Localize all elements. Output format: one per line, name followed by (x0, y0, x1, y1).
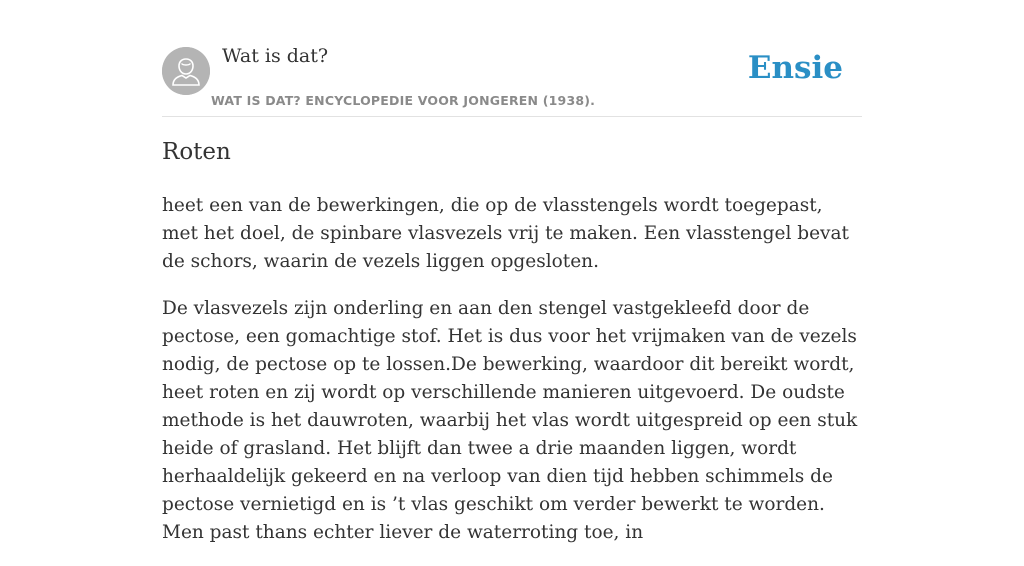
user-avatar-icon[interactable] (162, 47, 210, 95)
source-header (162, 0, 862, 117)
entry-title: Roten (162, 139, 231, 165)
ensie-logo[interactable]: Ensie (747, 50, 843, 86)
source-subtitle[interactable]: WAT IS DAT? ENCYCLOPEDIE VOOR JONGEREN (1938). (211, 93, 596, 108)
entry-content (162, 192, 862, 566)
entry-paragraph: De vlasvezels zijn onderling en aan den stengel vastgekleefd door de pectose, een gomachtige stof. Het is dus voor het vrijmaken van de vezels nodig, de pectose op te lossen.De bewerking, waardoor dit bereikt wordt, heet roten en zij wordt op verschillende manieren uitgevoerd. De oudste methode is het dauwroten, waarbij het vlas wordt uitgespreid op een stuk heide of grasland. Het blijft dan twee a drie maanden liggen, wordt herhaaldelijk gekeerd en na verloop van dien tijd hebben schimmels de pectose vernietigd en is ’t vlas geschikt om verder bewerkt te worden. Men past thans echter liever de waterroting toe, in (162, 298, 858, 543)
page-container (162, 0, 862, 543)
entry-paragraph: heet een van de bewerkingen, die op de vlasstengels wordt toegepast, met het doel, de spinbare vlasvezels vrij te maken. Een vlasstengel bevat de schors, waarin de vezels liggen opgesloten. (162, 195, 849, 272)
source-title[interactable]: Wat is dat? (222, 45, 329, 67)
